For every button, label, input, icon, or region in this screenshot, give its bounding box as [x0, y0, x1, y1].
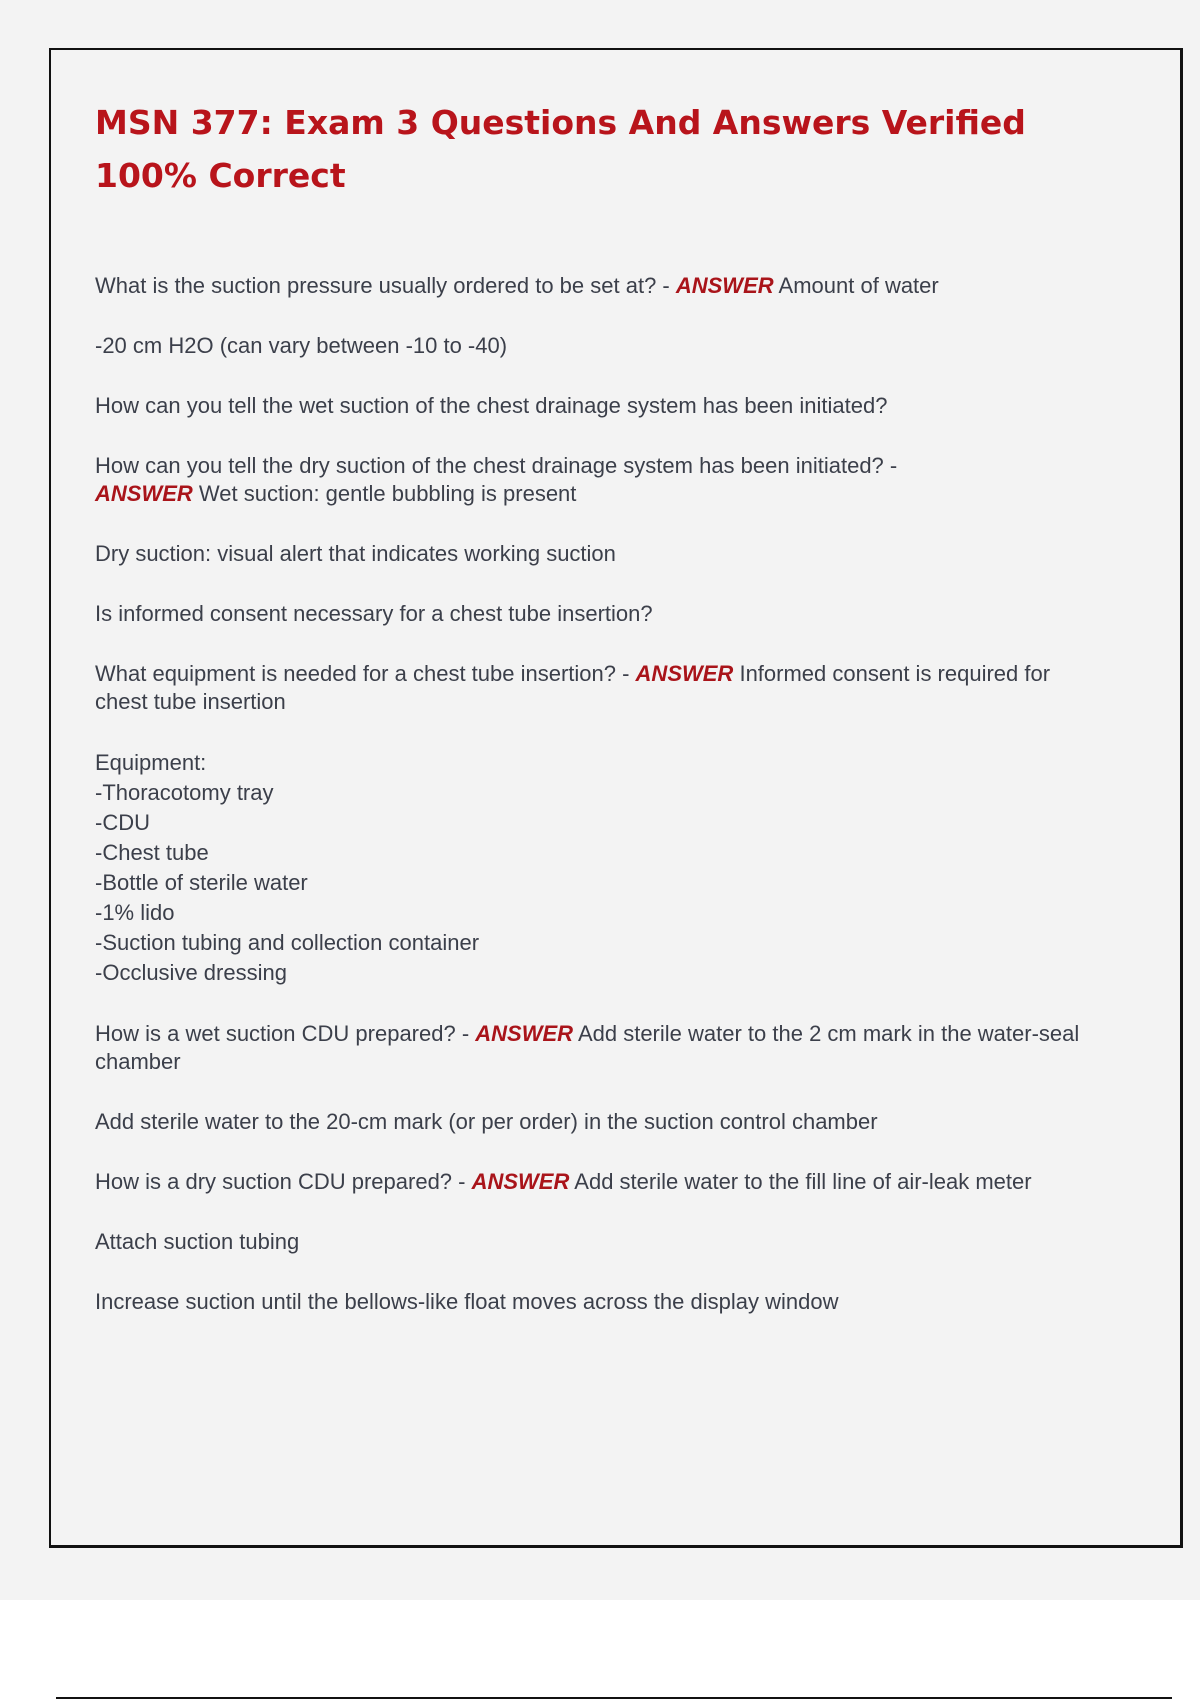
answer-text: Add sterile water to the fill line of air-leak meter [574, 1169, 1032, 1194]
answer-text: Amount of water [778, 273, 939, 298]
answer-label: ANSWER [471, 1169, 570, 1194]
answer-detail: Attach suction tubing [95, 1229, 300, 1254]
qa-item-wet-cdu [95, 1020, 1085, 1076]
answer-detail: Dry suction: visual alert that indicates working suction [95, 541, 616, 566]
equipment-item: -Occlusive dressing [95, 960, 287, 985]
equipment-item: -Bottle of sterile water [95, 870, 308, 895]
question-text: How can you tell the dry suction of the chest drainage system has been initiated? - [95, 453, 898, 478]
answer-detail: Add sterile water to the 20-cm mark (or per order) in the suction control chamber [95, 1109, 878, 1134]
bottom-divider [56, 1697, 1172, 1699]
question-text: How is a dry suction CDU prepared? - [95, 1169, 472, 1194]
question-text: What equipment is needed for a chest tube insertion? - [95, 661, 636, 686]
answer-text: Informed consent is required for chest tube insertion [95, 661, 1051, 714]
answer-label: ANSWER [95, 481, 193, 506]
answer-detail: -20 cm H2O (can vary between -10 to -40) [95, 333, 508, 358]
qa-item-equipment [95, 660, 1085, 716]
document-body [95, 272, 1085, 1348]
answer-detail: Increase suction until the bellows-like float moves across the display window [95, 1289, 839, 1314]
qa-item-dry-cdu [95, 1168, 1085, 1196]
equipment-heading: Equipment: [95, 750, 207, 775]
document-title: MSN 377: Exam 3 Questions And Answers Verified 100% Correct [95, 103, 1026, 195]
qa-item-dry-suction [95, 452, 1085, 508]
equipment-item: -Thoracotomy tray [95, 780, 274, 805]
equipment-item: -CDU [95, 810, 150, 835]
qa-item-suction-pressure [95, 272, 1085, 300]
answer-text: Wet suction: gentle bubbling is present [198, 481, 577, 506]
question-informed-consent: Is informed consent necessary for a chest tube insertion? [95, 601, 653, 626]
equipment-item: -1% lido [95, 900, 175, 925]
answer-label: ANSWER [675, 273, 774, 298]
question-wet-suction: How can you tell the wet suction of the chest drainage system has been initiated? [95, 393, 888, 418]
equipment-item: -Suction tubing and collection container [95, 930, 480, 955]
answer-text: Add sterile water to the 2 cm mark in the water-seal chamber [95, 1021, 1080, 1074]
answer-label: ANSWER [475, 1021, 574, 1046]
equipment-item: -Chest tube [95, 840, 209, 865]
equipment-list [95, 748, 1085, 988]
answer-label: ANSWER [635, 661, 734, 686]
question-text: How is a wet suction CDU prepared? - [95, 1021, 476, 1046]
question-text: What is the suction pressure usually ordered to be set at? - [95, 273, 676, 298]
